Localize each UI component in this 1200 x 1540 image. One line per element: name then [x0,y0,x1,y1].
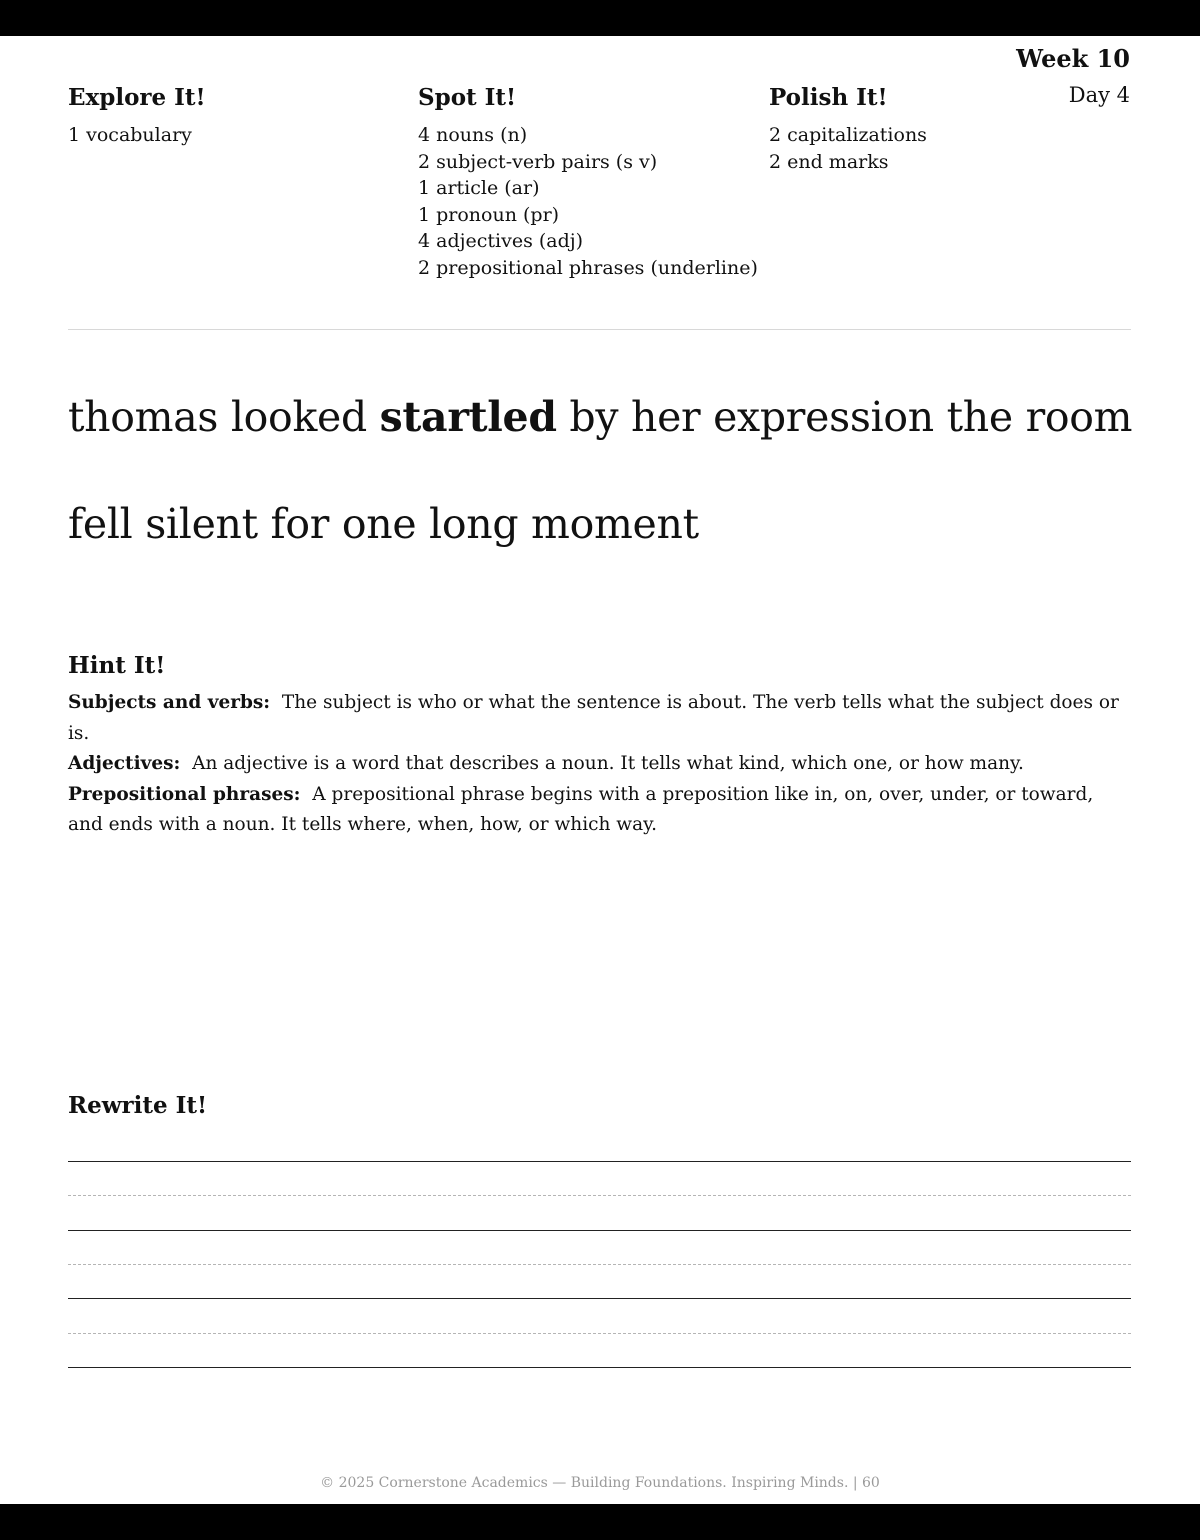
hint-text: An adjective is a word that describes a noun. It tells what kind, which one, or how many. [192,753,1024,774]
page-footer: © 2025 Cornerstone Academics — Building Foundations. Inspiring Minds. | 60 [320,1475,880,1491]
list-item: 2 prepositional phrases (underline) [418,256,758,279]
hint-term: Subjects and verbs: [68,692,271,713]
writing-line [68,1161,1131,1162]
list-item: 4 nouns (n) [418,124,528,146]
rewrite-title: Rewrite It! [68,1092,208,1119]
polish-title: Polish It! [769,84,888,111]
polish-section [769,82,927,175]
bottom-black-bar [0,1504,1200,1540]
spot-list [418,122,758,282]
hint-text: The subject is who or what the sentence is about. The verb tells what the subject does or is. [68,692,1119,744]
writing-line [68,1298,1131,1299]
section-divider [68,329,1131,330]
polish-list [769,122,927,175]
spot-title: Spot It! [418,84,517,111]
hint-entry [68,780,1131,841]
list-item: 2 subject-verb pairs (s v) [418,150,658,173]
practice-sentence [68,364,1148,578]
explore-title: Explore It! [68,84,206,111]
spot-section [418,82,758,282]
hint-term: Adjectives: [68,753,181,774]
hint-entry [68,749,1131,780]
writing-line [68,1367,1131,1368]
vocab-word: startled [379,393,557,441]
hint-term: Prepositional phrases: [68,783,301,805]
hint-body [68,688,1131,841]
top-black-bar [0,0,1200,36]
list-item: 1 article (ar) [418,177,540,200]
hint-entry [68,688,1131,749]
list-item: 1 vocabulary [68,124,192,146]
hint-title: Hint It! [68,652,166,679]
explore-list [68,122,206,149]
writing-guide-line [68,1264,1131,1265]
writing-guide-line [68,1195,1131,1196]
list-item: 2 end marks [769,150,889,173]
sentence-before: thomas looked [68,393,380,441]
day-label: Day 4 [1068,83,1130,107]
list-item: 2 capitalizations [769,124,927,146]
sentence-after: by her expression the room fell silent for one long moment [68,393,1133,548]
list-item: 1 pronoun (pr) [418,203,560,226]
explore-section [68,82,206,149]
hint-text: A prepositional phrase begins with a preposition like in, on, over, under, or toward, and ends with a noun. It tells where, when, how, or which way. [68,783,1094,835]
writing-line [68,1230,1131,1231]
week-label: Week 10 [1016,44,1130,73]
writing-guide-line [68,1333,1131,1334]
list-item: 4 adjectives (adj) [418,230,584,253]
